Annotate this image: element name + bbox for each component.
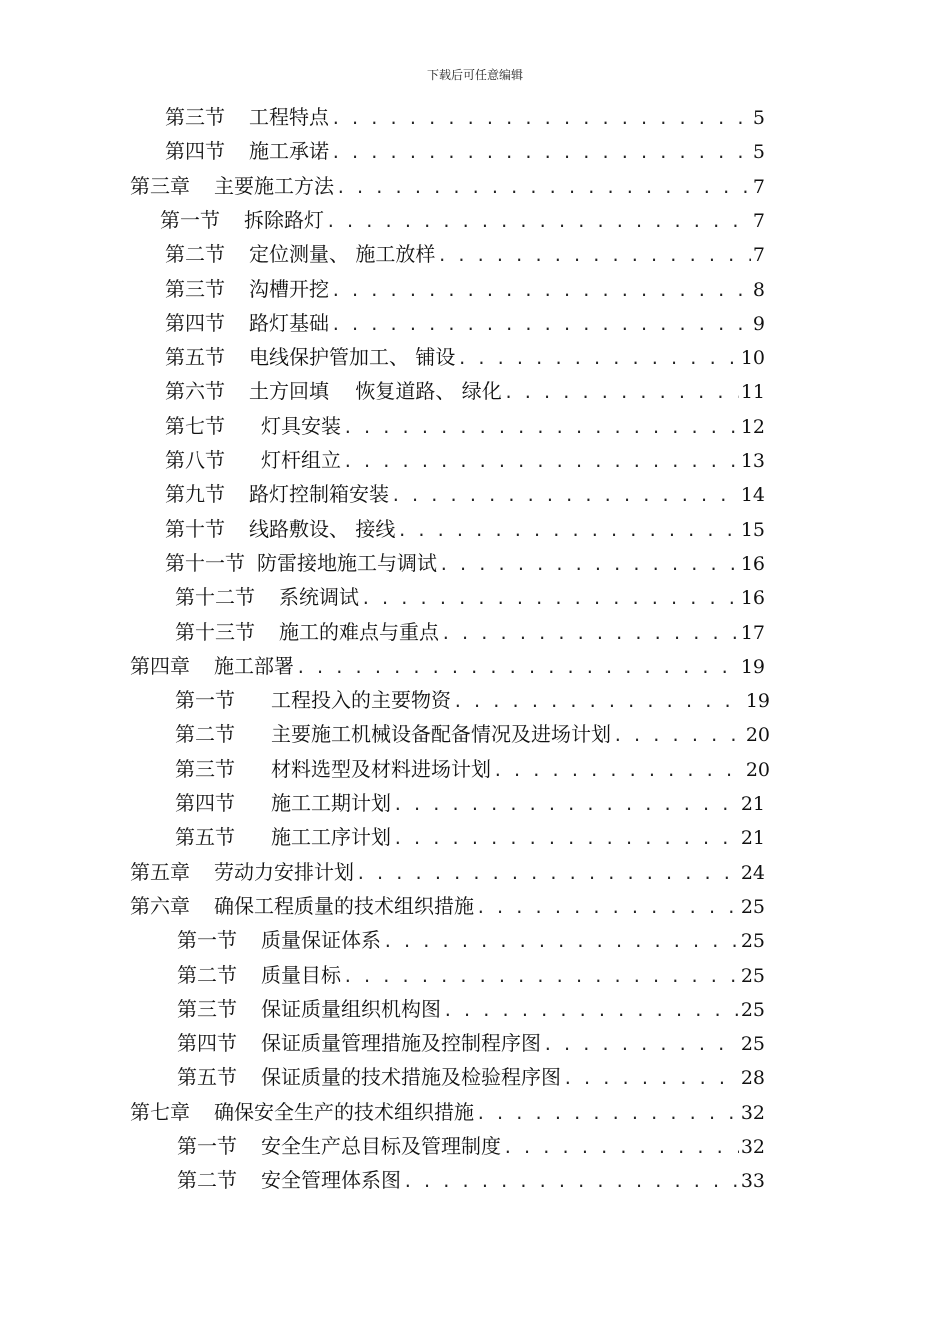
toc-title: 路灯控制箱安装	[249, 482, 389, 507]
page-header: 下载后可任意编辑	[426, 68, 523, 82]
toc-title: 材料选型及材料进场计划	[271, 756, 491, 781]
toc-section-entry[interactable]	[165, 134, 765, 168]
toc-number: 第十三节	[175, 619, 255, 644]
toc-title: 工程投入的主要物资	[271, 688, 451, 713]
toc-dot-leader	[343, 411, 739, 445]
toc-dot-leader	[441, 617, 739, 651]
toc-number: 第四章	[130, 653, 190, 678]
toc-section-entry[interactable]	[177, 1129, 765, 1163]
toc-dot-leader	[393, 788, 739, 822]
toc-dot-leader	[493, 754, 744, 788]
toc-section-entry[interactable]	[177, 923, 765, 957]
toc-number: 第七节	[165, 413, 225, 438]
toc-title: 保证质量组织机构图	[261, 996, 441, 1021]
toc-page-number: 25	[740, 1033, 765, 1056]
toc-page-number: 25	[740, 895, 765, 918]
toc-page-number: 24	[740, 861, 765, 884]
toc-page-number: 20	[745, 758, 770, 781]
toc-chapter-entry[interactable]	[130, 855, 765, 889]
toc-chapter-entry[interactable]	[130, 1095, 765, 1129]
toc-dot-leader	[457, 342, 738, 376]
toc-page-number: 21	[740, 827, 765, 850]
toc-page-number: 7	[752, 244, 765, 267]
toc-dot-leader	[504, 376, 739, 410]
toc-section-entry[interactable]	[175, 717, 770, 751]
toc-dot-leader	[331, 136, 751, 170]
toc-number: 第一节	[177, 928, 237, 953]
toc-dot-leader	[613, 719, 744, 753]
toc-page-number: 7	[752, 175, 765, 198]
toc-title: 确保工程质量的技术组织措施	[214, 893, 474, 918]
toc-number: 第三章	[130, 173, 190, 198]
toc-section-entry[interactable]	[175, 615, 765, 649]
toc-section-entry[interactable]	[165, 443, 765, 477]
toc-number: 第十节	[165, 516, 225, 541]
toc-section-entry[interactable]	[165, 306, 765, 340]
toc-number: 第二节	[165, 242, 225, 267]
toc-title: 工程特点	[249, 105, 329, 129]
toc-page-number: 11	[740, 381, 765, 404]
toc-section-entry[interactable]	[175, 820, 765, 854]
toc-chapter-entry[interactable]	[130, 169, 765, 203]
toc-page-number: 32	[740, 1101, 765, 1124]
toc-dot-leader	[343, 960, 739, 994]
toc-title: 路灯基础	[249, 310, 329, 335]
toc-dot-leader	[397, 514, 738, 548]
toc-dot-leader	[563, 1062, 739, 1096]
toc-title: 定位测量、 施工放样	[249, 242, 436, 267]
toc-page-number: 16	[740, 587, 765, 610]
toc-page-number: 32	[740, 1136, 765, 1158]
toc-section-entry[interactable]	[177, 1060, 765, 1094]
toc-title: 施工部署	[214, 653, 294, 678]
toc-title: 施工承诺	[249, 139, 329, 164]
toc-number: 第三节	[175, 756, 235, 781]
toc-page-number: 25	[740, 998, 765, 1021]
toc-number: 第二节	[177, 962, 237, 987]
toc-dot-leader	[403, 1165, 739, 1199]
toc-dot-leader	[476, 891, 739, 925]
toc-title: 安全生产总目标及管理制度	[261, 1134, 501, 1158]
toc-number: 第六章	[130, 893, 190, 918]
toc-title: 施工的难点与重点	[279, 619, 439, 644]
toc-section-entry[interactable]	[165, 477, 765, 511]
toc-number: 第五节	[165, 345, 225, 370]
toc-title: 主要施工方法	[214, 173, 334, 198]
toc-number: 第六节	[165, 379, 225, 404]
toc-title: 质量目标	[261, 962, 341, 987]
toc-title: 系统调试	[279, 585, 359, 610]
toc-page-number: 10	[740, 347, 765, 370]
toc-dot-leader	[343, 445, 739, 479]
toc-title: 安全管理体系图	[261, 1168, 401, 1193]
toc-section-entry[interactable]	[177, 1026, 765, 1060]
toc-section-entry[interactable]	[177, 992, 765, 1026]
toc-number: 第一节	[177, 1134, 237, 1158]
toc-dot-leader	[331, 308, 751, 342]
toc-title: 确保安全生产的技术组织措施	[214, 1099, 474, 1124]
toc-dot-leader	[543, 1028, 739, 1062]
toc-number: 第八节	[165, 448, 225, 472]
toc-dot-leader	[336, 171, 751, 205]
toc-number: 第十一节	[165, 550, 245, 575]
toc-page-number: 9	[752, 312, 765, 335]
toc-page-number: 19	[740, 655, 765, 678]
toc-dot-leader	[437, 239, 751, 273]
toc-number: 第七章	[130, 1099, 190, 1124]
toc-dot-leader	[503, 1131, 739, 1165]
toc-number: 第十二节	[175, 585, 255, 610]
toc-title: 土方回填 恢复道路、 绿化	[249, 379, 502, 404]
toc-title: 灯具安装	[261, 413, 341, 438]
toc-title: 劳动力安排计划	[214, 859, 354, 884]
toc-section-entry[interactable]	[165, 546, 765, 580]
toc-number: 第五节	[177, 1065, 237, 1090]
toc-section-entry[interactable]	[165, 340, 765, 374]
toc-number: 第四节	[165, 139, 225, 164]
toc-dot-leader	[361, 582, 739, 616]
toc-section-entry[interactable]	[165, 237, 765, 271]
toc-number: 第一节	[160, 207, 220, 232]
toc-title: 保证质量的技术措施及检验程序图	[261, 1065, 561, 1090]
toc-page-number: 25	[740, 930, 765, 953]
toc-title: 拆除路灯	[244, 207, 324, 232]
toc-dot-leader	[443, 994, 739, 1028]
toc-chapter-entry[interactable]	[130, 889, 765, 923]
toc-page-number: 12	[740, 415, 765, 438]
toc-page-number: 21	[740, 793, 765, 815]
toc-page-number: 28	[740, 1067, 765, 1090]
toc-section-entry[interactable]	[175, 786, 765, 820]
toc-page-number: 25	[740, 964, 765, 987]
toc-title: 灯杆组立	[261, 448, 341, 472]
toc-page-number: 7	[752, 209, 765, 232]
toc-number: 第五节	[175, 825, 235, 850]
toc-number: 第三节	[165, 276, 225, 301]
toc-section-entry[interactable]	[177, 958, 765, 992]
toc-page-number: 16	[740, 552, 765, 575]
toc-number: 第三节	[165, 105, 225, 129]
toc-number: 第二节	[177, 1168, 237, 1193]
toc-section-entry[interactable]	[175, 752, 770, 786]
toc-page-number: 15	[740, 518, 765, 541]
toc-title: 施工工期计划	[271, 791, 391, 815]
toc-section-entry[interactable]	[175, 683, 770, 717]
toc-number: 第三节	[177, 996, 237, 1021]
toc-section-entry[interactable]	[175, 580, 765, 614]
toc-dot-leader	[383, 925, 739, 959]
toc-page-number: 20	[745, 724, 770, 747]
toc-section-entry[interactable]	[165, 374, 765, 408]
toc-page-number: 5	[752, 107, 765, 129]
toc-section-entry[interactable]	[165, 409, 765, 443]
toc-title: 质量保证体系	[261, 928, 381, 953]
toc-number: 第二节	[175, 722, 235, 747]
toc-page-number: 33	[740, 1170, 765, 1193]
toc-page-number: 13	[740, 450, 765, 472]
toc-dot-leader	[331, 102, 751, 136]
toc-number: 第九节	[165, 482, 225, 507]
toc-title: 保证质量管理措施及控制程序图	[261, 1031, 541, 1056]
toc-dot-leader	[476, 1097, 739, 1131]
toc-section-entry[interactable]	[165, 512, 765, 546]
toc-page-number: 17	[740, 621, 765, 644]
toc-dot-leader	[439, 548, 739, 582]
toc-section-entry[interactable]	[177, 1163, 765, 1197]
toc-number: 第五章	[130, 859, 190, 884]
toc-dot-leader	[453, 685, 744, 719]
toc-number: 第四节	[175, 791, 235, 815]
toc-dot-leader	[296, 651, 739, 685]
toc-page-number: 14	[740, 484, 765, 507]
toc-dot-leader	[391, 479, 739, 513]
toc-number: 第四节	[165, 310, 225, 335]
toc-title: 防雷接地施工与调试	[257, 550, 437, 575]
toc-page-number: 5	[752, 141, 765, 164]
toc-section-entry[interactable]	[160, 203, 765, 237]
toc-title: 沟槽开挖	[249, 276, 329, 301]
toc-title: 主要施工机械设备配备情况及进场计划	[271, 722, 611, 747]
toc-section-entry[interactable]	[165, 100, 765, 134]
toc-number: 第四节	[177, 1031, 237, 1056]
toc-section-entry[interactable]	[165, 272, 765, 306]
toc-title: 施工工序计划	[271, 825, 391, 850]
toc-dot-leader	[326, 205, 751, 239]
toc-title: 线路敷设、 接线	[249, 516, 396, 541]
toc-dot-leader	[331, 274, 751, 308]
toc-dot-leader	[393, 822, 739, 856]
toc-chapter-entry[interactable]	[130, 649, 765, 683]
toc-number: 第一节	[175, 688, 235, 713]
toc-page-number: 19	[745, 690, 770, 713]
toc-page-number: 8	[752, 278, 765, 301]
toc-dot-leader	[356, 857, 739, 891]
toc-title: 电线保护管加工、 铺设	[249, 345, 456, 370]
